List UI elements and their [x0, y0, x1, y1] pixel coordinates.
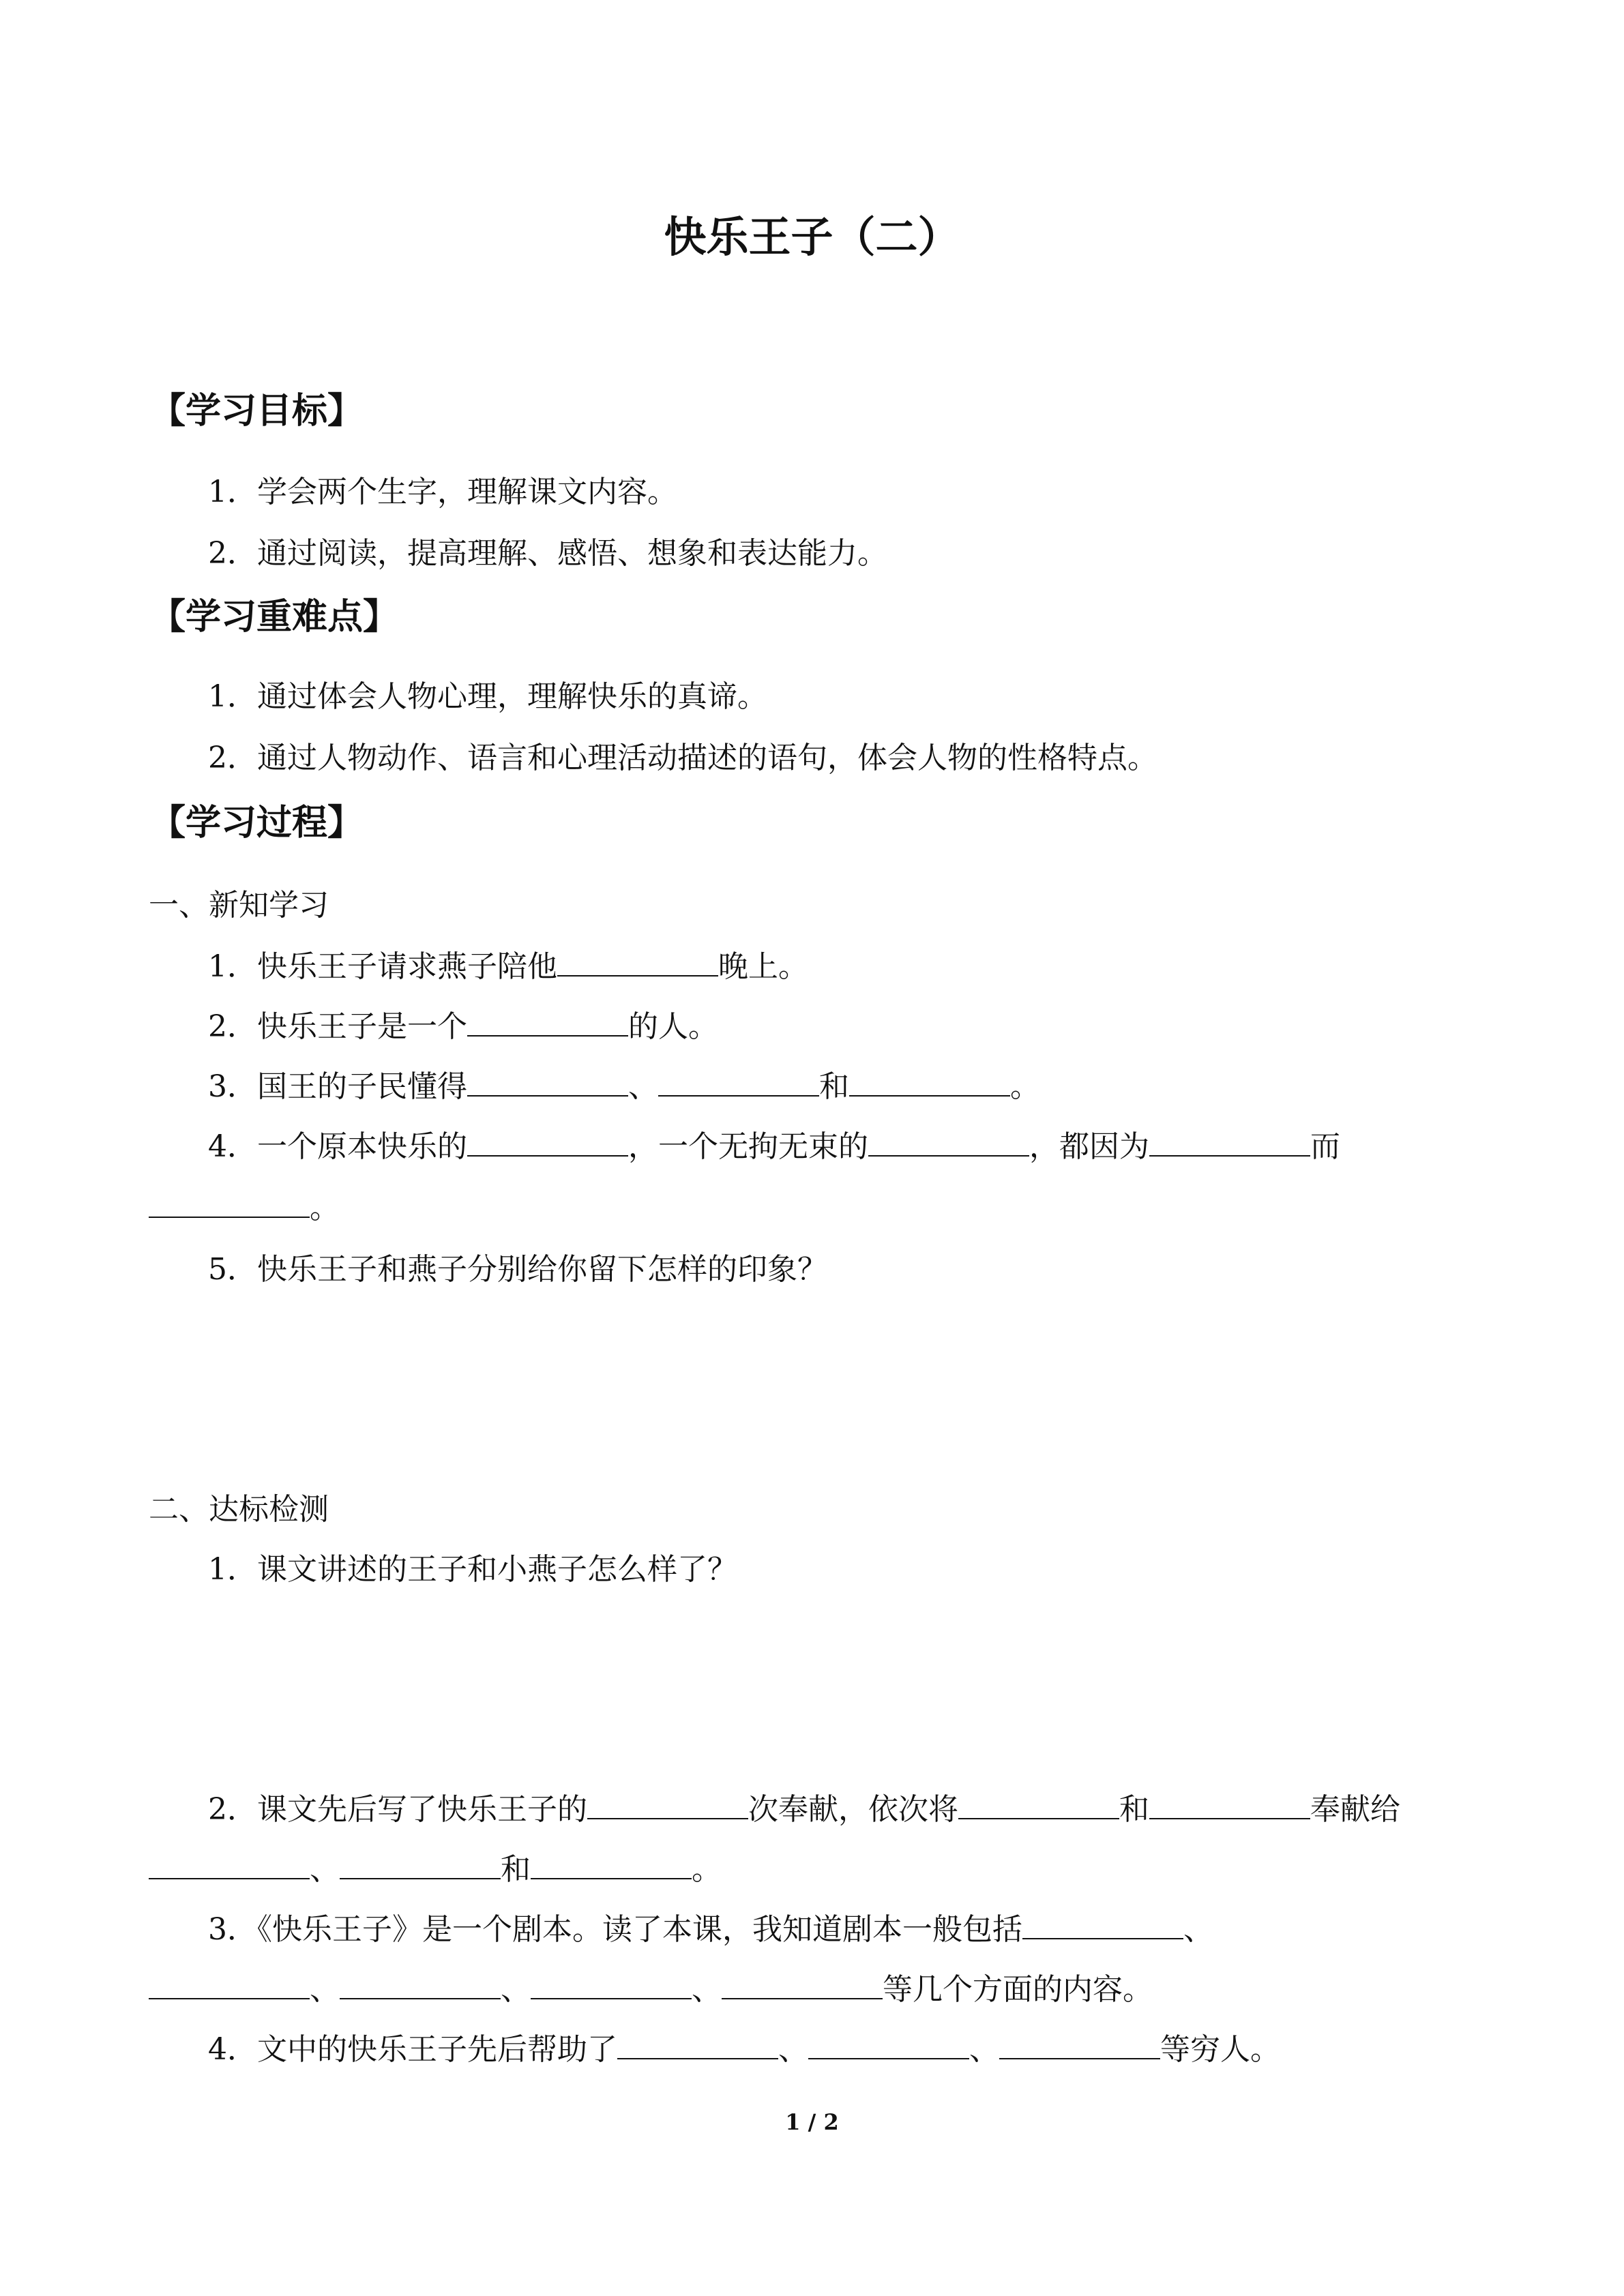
question-text: 、 — [628, 1069, 658, 1104]
question-text: 2．快乐王子是一个 — [208, 1009, 467, 1044]
question-text: 和 — [819, 1069, 849, 1104]
question-text: 。 — [310, 1191, 340, 1225]
answer-blank[interactable] — [587, 1791, 748, 1819]
answer-blank[interactable] — [958, 1791, 1119, 1819]
answer-blank[interactable] — [149, 1971, 310, 1999]
answer-blank[interactable] — [531, 1971, 692, 1999]
goals-heading: 【学习目标】 — [150, 390, 364, 432]
part1-question-1 — [208, 946, 808, 987]
part2-question-2 — [208, 1789, 1400, 1830]
question-text: 。 — [1010, 1069, 1040, 1104]
question-text: 晚上。 — [718, 949, 808, 984]
question-text: 、 — [501, 1972, 531, 2007]
answer-blank[interactable] — [1149, 1791, 1310, 1819]
question-text: 4．文中的快乐王子先后帮助了 — [208, 2032, 617, 2067]
question-text: 、 — [692, 1972, 722, 2007]
question-text: 、 — [310, 1852, 340, 1887]
question-text: 、 — [1183, 1912, 1213, 1947]
key-points-heading: 【学习重难点】 — [150, 596, 399, 638]
page-number: 1 / 2 — [785, 2109, 839, 2135]
question-text: ，一个无拘无束的 — [628, 1129, 868, 1164]
answer-blank[interactable] — [467, 1068, 628, 1097]
question-text: ，都因为 — [1029, 1129, 1149, 1164]
answer-blank[interactable] — [557, 948, 718, 976]
question-text: 奉献给 — [1310, 1792, 1400, 1827]
answer-blank[interactable] — [340, 1971, 501, 1999]
question-text: 的人。 — [628, 1009, 718, 1044]
key-point-item-2: 2．通过人物动作、语言和心理活动描述的语句，体会人物的性格特点。 — [208, 741, 1157, 775]
part2-title: 二、达标检测 — [149, 1492, 329, 1527]
part2-question-4 — [208, 2029, 1280, 2070]
answer-blank[interactable] — [658, 1068, 819, 1097]
process-heading: 【学习过程】 — [150, 802, 364, 844]
question-text: 次奉献，依次将 — [748, 1792, 958, 1827]
answer-blank[interactable] — [722, 1971, 883, 1999]
question-text: 3．《快乐王子》是一个剧本。读了本课，我知道剧本一般包括 — [208, 1912, 1022, 1947]
question-text: 2．课文先后写了快乐王子的 — [208, 1792, 587, 1827]
question-text: 、 — [969, 2032, 999, 2067]
answer-blank[interactable] — [531, 1851, 692, 1879]
answer-blank[interactable] — [999, 2031, 1160, 2059]
goal-item-1: 1．学会两个生字，理解课文内容。 — [208, 475, 677, 509]
part1-question-5: 5．快乐王子和燕子分别给你留下怎样的印象？ — [208, 1252, 827, 1287]
question-text: 而 — [1310, 1129, 1340, 1164]
answer-blank[interactable] — [467, 1008, 628, 1037]
answer-blank[interactable] — [868, 1128, 1029, 1157]
answer-blank[interactable] — [808, 2031, 969, 2059]
answer-blank[interactable] — [340, 1851, 501, 1879]
part2-question-2-continued — [149, 1849, 722, 1890]
answer-blank[interactable] — [467, 1128, 628, 1157]
answer-blank[interactable] — [1022, 1911, 1183, 1939]
goal-item-2: 2．通过阅读，提高理解、感悟、想象和表达能力。 — [208, 536, 887, 571]
part1-question-3 — [208, 1067, 1040, 1107]
answer-blank[interactable] — [149, 1851, 310, 1879]
question-text: 4．一个原本快乐的 — [208, 1129, 467, 1164]
page-title: 快乐王子（二） — [664, 212, 960, 262]
question-text: 等几个方面的内容。 — [883, 1972, 1153, 2007]
answer-blank[interactable] — [149, 1189, 310, 1218]
question-text: 、 — [778, 2032, 808, 2067]
part1-question-4-continued — [149, 1188, 340, 1229]
question-text: 3．国王的子民懂得 — [208, 1069, 467, 1104]
answer-blank[interactable] — [617, 2031, 778, 2059]
question-text: 和 — [501, 1852, 531, 1887]
part2-question-1: 1．课文讲述的王子和小燕子怎么样了？ — [208, 1552, 737, 1587]
part1-question-4 — [208, 1127, 1340, 1167]
question-text: 1．快乐王子请求燕子陪他 — [208, 949, 557, 984]
answer-blank[interactable] — [849, 1068, 1010, 1097]
part2-question-3-continued — [149, 1969, 1153, 2010]
question-text: 等穷人。 — [1160, 2032, 1280, 2067]
part2-question-3 — [208, 1909, 1213, 1950]
part1-question-2 — [208, 1007, 718, 1047]
part1-title: 一、新知学习 — [149, 888, 329, 923]
answer-blank[interactable] — [1149, 1128, 1310, 1157]
question-text: 。 — [692, 1852, 722, 1887]
question-text: 和 — [1119, 1792, 1149, 1827]
key-point-item-1: 1．通过体会人物心理，理解快乐的真谛。 — [208, 679, 767, 714]
question-text: 、 — [310, 1972, 340, 2007]
